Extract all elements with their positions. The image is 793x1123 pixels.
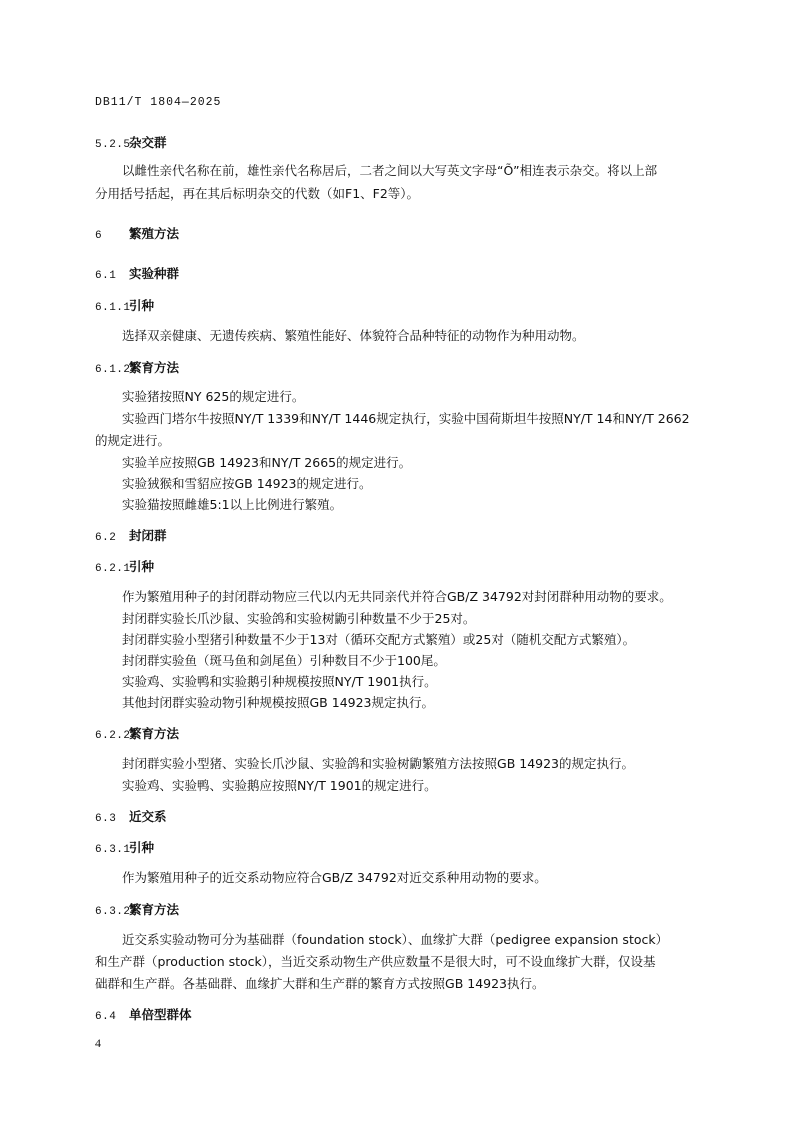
paragraph: 实验鸡、实验鸭、实验鹅应按照NY/T 1901的规定进行。 [122, 778, 437, 793]
section-title: 单倍型群体 [129, 1007, 192, 1022]
section-number: 6.3 [95, 813, 117, 825]
section-number: 6 [95, 230, 103, 242]
section-number: 6.2.2 [95, 730, 131, 742]
section-6-3-1-heading [95, 838, 154, 856]
paragraph: 实验羊应按照GB 14923和NY/T 2665的规定进行。 [122, 455, 412, 470]
section-number: 6.1.2 [95, 364, 131, 376]
section-6-1-1-heading [95, 296, 154, 314]
section-number: 6.1.1 [95, 302, 131, 314]
section-number: 6.4 [95, 1011, 117, 1023]
paragraph: 其他封闭群实验动物引种规模按照GB 14923规定执行。 [122, 695, 435, 710]
paragraph: 封闭群实验鱼（斑马鱼和剑尾鱼）引种数目不少于100尾。 [122, 653, 446, 668]
paragraph: 础群和生产群。各基础群、血缘扩大群和生产群的繁育方式按照GB 14923执行。 [95, 976, 545, 991]
section-title: 繁育方法 [129, 902, 180, 917]
section-number: 6.1 [95, 270, 117, 282]
paragraph: 选择双亲健康、无遗传疾病、繁殖性能好、体貌符合品种特征的动物作为种用动物。 [122, 328, 585, 343]
section-6-2-1-heading [95, 557, 154, 575]
section-number: 6.2.1 [95, 563, 131, 575]
section-6-1-heading [95, 264, 179, 282]
section-number: 5.2.5 [95, 139, 131, 151]
section-number: 6.3.2 [95, 906, 131, 918]
section-6-heading [95, 224, 179, 242]
paragraph: 实验猪按照NY 625的规定进行。 [122, 389, 305, 404]
paragraph: 封闭群实验小型猪引种数量不少于13对（循环交配方式繁殖）或25对（随机交配方式繁殖）。 [122, 632, 636, 647]
section-number: 6.2 [95, 532, 117, 544]
paragraph: 实验西门塔尔牛按照NY/T 1339和NY/T 1446规定执行，实验中国荷斯坦牛按照NY/T 14和NY/T 2662 [122, 411, 690, 426]
paragraph: 实验鸡、实验鸭和实验鹅引种规模按照NY/T 1901执行。 [122, 674, 437, 689]
section-6-2-heading [95, 526, 167, 544]
section-title: 实验种群 [129, 266, 180, 281]
section-6-1-2-heading [95, 358, 179, 376]
paragraph: 作为繁殖用种子的封闭群动物应三代以内无共同亲代并符合GB/Z 34792对封闭群种用动物的要求。 [122, 589, 672, 604]
paragraph: 实验猫按照雌雄5:1以上比例进行繁殖。 [122, 497, 343, 512]
paragraph: 和生产群（production stock），当近交系动物生产供应数量不是很大时，可不设血缘扩大群，仅设基 [95, 954, 656, 969]
paragraph: 近交系实验动物可分为基础群（foundation stock）、血缘扩大群（pedigree expansion stock） [122, 932, 669, 947]
paragraph: 封闭群实验长爪沙鼠、实验鸽和实验树鼩引种数量不少于25对。 [122, 611, 476, 626]
section-title: 引种 [129, 298, 155, 313]
section-title: 引种 [129, 559, 155, 574]
section-6-3-2-heading [95, 900, 179, 918]
paragraph: 分用括号括起，再在其后标明杂交的代数（如F1、F2等）。 [95, 186, 420, 201]
section-title: 繁育方法 [129, 726, 180, 741]
section-number: 6.3.1 [95, 844, 131, 856]
section-title: 繁殖方法 [129, 226, 180, 241]
paragraph: 封闭群实验小型猪、实验长爪沙鼠、实验鸽和实验树鼩繁殖方法按照GB 14923的规定执行。 [122, 756, 635, 771]
section-6-4-heading [95, 1005, 192, 1023]
paragraph: 以雌性亲代名称在前，雄性亲代名称居后，二者之间以大写英文字母“Õ”相连表示杂交。将以上部 [122, 163, 658, 178]
paragraph: 的规定进行。 [95, 433, 171, 448]
section-title: 近交系 [129, 809, 167, 824]
section-6-3-heading [95, 807, 167, 825]
section-title: 引种 [129, 840, 155, 855]
paragraph: 作为繁殖用种子的近交系动物应符合GB/Z 34792对近交系种用动物的要求。 [122, 870, 547, 885]
section-title: 繁育方法 [129, 360, 180, 375]
section-6-2-2-heading [95, 724, 179, 742]
page-number: 4 [95, 1036, 101, 1050]
document-id: DB11/T 1804—2025 [95, 96, 222, 109]
paragraph: 实验狨猴和雪貂应按GB 14923的规定进行。 [122, 476, 372, 491]
section-5-2-5-heading [95, 133, 167, 151]
section-title: 杂交群 [129, 135, 167, 150]
section-title: 封闭群 [129, 528, 167, 543]
